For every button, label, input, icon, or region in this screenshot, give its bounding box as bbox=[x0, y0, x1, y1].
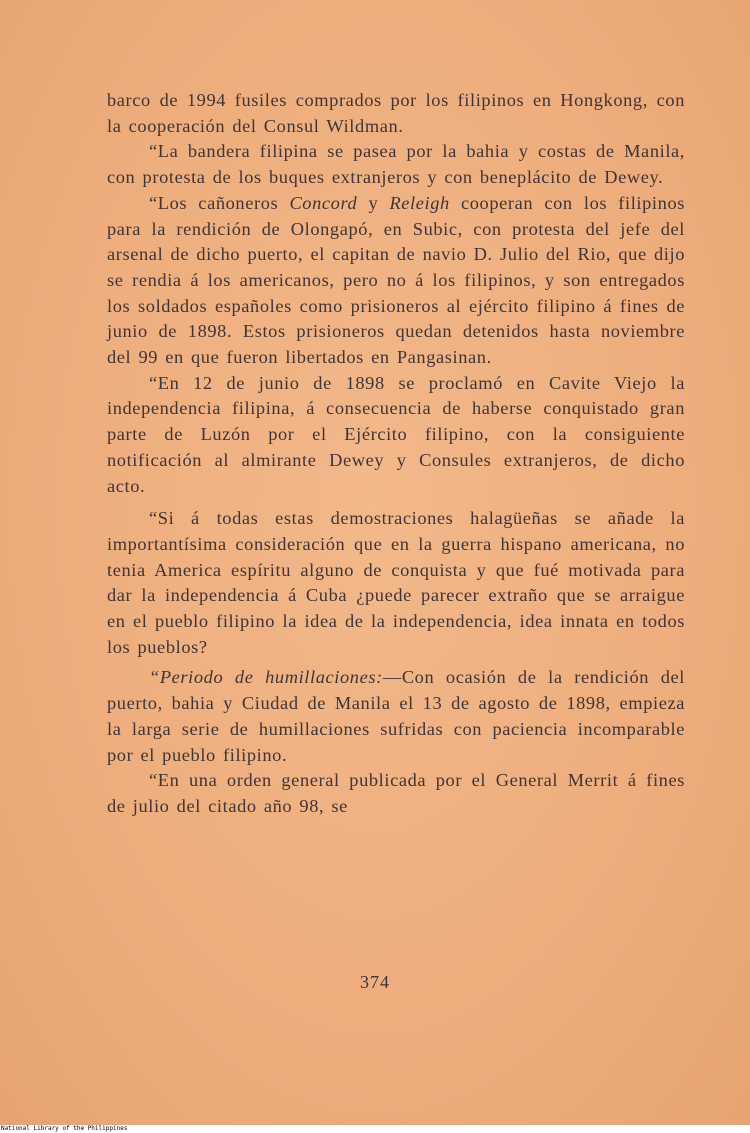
paragraph-3 bbox=[107, 191, 685, 371]
library-credit: National Library of the Philippines bbox=[1, 1125, 128, 1132]
page-number: 374 bbox=[360, 972, 390, 992]
ship-name-releigh: Releigh bbox=[389, 192, 450, 213]
page-body-text bbox=[107, 88, 685, 820]
paragraph-4: “En 12 de junio de 1898 se proclamó en Cavite Viejo la independencia filipina, á consecuencia de haberse conquistado gran parte de Luzón por el Ejército filipino, con la consiguiente notificación al almirante Dewey y Consules extranjeros, de dicho acto. bbox=[107, 372, 685, 496]
paragraph-3-conjunction: y bbox=[357, 192, 390, 213]
footer-bar bbox=[0, 1125, 750, 1133]
section-heading-humillaciones: “Periodo de humillaciones: bbox=[149, 667, 383, 688]
paragraph-1: barco de 1994 fusiles comprados por los filipinos en Hongkong, con la cooperación del Consul Wildman. bbox=[107, 90, 685, 136]
paragraph-3-start: “Los cañoneros bbox=[149, 192, 290, 213]
paragraph-7: “En una orden general publicada por el General Merrit á fines de julio del citado año 98, se bbox=[107, 770, 685, 816]
paragraph-5: “Si á todas estas demostraciones halagüeñas se añade la importantísima consideración que en la guerra hispano americana, no tenia America espíritu alguno de conquista y que fué motivada para dar la independencia á Cuba ¿puede parecer extraño que se arraigue en el pueblo filipino la idea de la independencia, idea innata en todos los pueblos? bbox=[107, 508, 685, 657]
paragraph-6 bbox=[107, 665, 685, 768]
paragraph-2: “La bandera filipina se pasea por la bahia y costas de Manila, con protesta de los buques extranjeros y con beneplácito de Dewey. bbox=[107, 141, 685, 188]
paragraph-3-rest: cooperan con los filipinos para la rendición de Olongapó, en Subic, con protesta del jefe del arsenal de dicho puerto, el capitan de navio D. Julio del Rio, que dijo se rendia á los americanos, pero no á los filipinos, y son entregados los soldados españoles como prisioneros al ejército filipino á fines de junio de 1898. Estos prisioneros quedan detenidos hasta noviembre del 99 en que fueron libertados en Pangasinan. bbox=[107, 192, 685, 368]
paragraph-6-rest: —Con ocasión de la rendición del puerto, bahia y Ciudad de Manila el 13 de agosto de 1898, empieza la larga serie de humillaciones sufridas con paciencia incomparable por el pueblo filipino. bbox=[107, 667, 685, 765]
ship-name-concord: Concord bbox=[289, 192, 358, 213]
